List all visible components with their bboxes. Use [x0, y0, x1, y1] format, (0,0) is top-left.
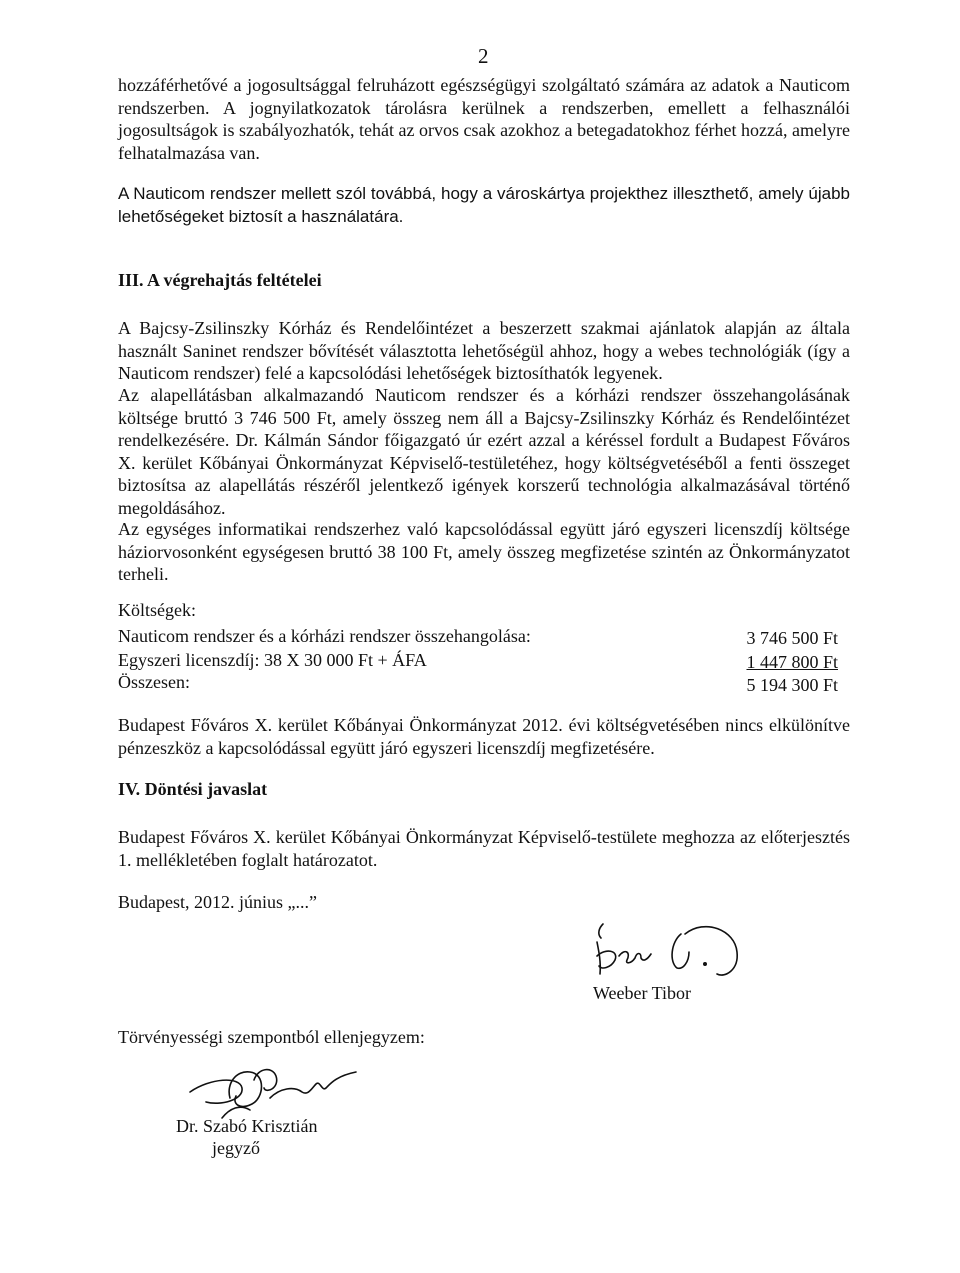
paragraph-decision: Budapest Főváros X. kerület Kőbányai Önkormányzat Képviselő-testülete meghozza az előterjesztés 1. mellékletében foglalt határozatot.: [118, 827, 850, 870]
cost-row-label: Egyszeri licenszdíj: 38 X 30 000 Ft + ÁFA: [118, 650, 427, 670]
cost-row-amount: 1 447 800 Ft: [746, 652, 838, 672]
paragraph-city-card: A Nauticom rendszer mellett szól továbbá, hogy a városkártya projekthez illeszthető, amely újabb lehetőségeket biztosít a használatára.: [118, 184, 850, 226]
section-heading-4: IV. Döntési javaslat: [118, 779, 268, 799]
signature-weeber: [585, 912, 755, 982]
section-heading-3: III. A végrehajtás feltételei: [118, 270, 322, 290]
countersign-title: jegyző: [212, 1138, 260, 1158]
paragraph-no-funds: Budapest Főváros X. kerület Kőbányai Önkormányzat 2012. évi költségvetésében nincs elkülönítve pénzeszköz a kapcsolódással együtt járó egyszeri licenszdíj megfizetésére.: [118, 715, 850, 758]
paragraph-costs-request: Az alapellátásban alkalmazandó Nauticom rendszer és a kórházi rendszer összehangolásának költsége bruttó 3 746 500 Ft, amely összeg nem áll a Bajcsy-Zsilinszky Kórház és Rendelőintézet rendelkezésére. Dr. Kálmán Sándor főigazgató úr ezért azzal a kéréssel fordult a Budapest Főváros X. kerület Kőbányai Önkormányzat Képviselő-testületéhez, hogy költségvetéséből a fenti összeget biztosítsa az alapellátás részéről jelentkező igények korszerű technológia alkalmazásával történő megoldásához.: [118, 385, 850, 518]
date-line: Budapest, 2012. június „...”: [118, 892, 317, 912]
costs-title: Költségek:: [118, 600, 196, 620]
cost-total-label: Összesen:: [118, 672, 190, 692]
countersign-label: Törvényességi szempontból ellenjegyzem:: [118, 1027, 425, 1047]
cost-total-amount: 5 194 300 Ft: [746, 675, 838, 695]
countersign-name: Dr. Szabó Krisztián: [176, 1116, 318, 1136]
paragraph-access: hozzáférhetővé a jogosultsággal felruházott egészségügyi szolgáltató számára az adatok a Nauticom rendszerben. A jognyilatkozatok tárolásra kerülnek a rendszerben, emellett a felhasználói jogosultságok is szabályozhatók, tehát az orvos csak azokhoz a betegadatokhoz férhet hozzá, amelyre felhatalmazása van.: [118, 75, 850, 163]
cost-row-label: Nauticom rendszer és a kórházi rendszer összehangolása:: [118, 626, 531, 646]
signer-name: Weeber Tibor: [593, 983, 692, 1003]
page-number: 2: [478, 44, 489, 68]
paragraph-saninet: A Bajcsy-Zsilinszky Kórház és Rendelőintézet a beszerzett szakmai ajánlatok alapján az általa használt Saninet rendszer bővítését választotta lehetőségül ahhoz, hogy a webes technológiák (így a Nauticom rendszer) felé a kapcsolódási lehetőségek biztosíthatók legyenek.: [118, 318, 850, 383]
paragraph-license-fee: Az egységes informatikai rendszerhez való kapcsolódással együtt járó egyszeri licenszdíj költsége háziorvosonként egységesen bruttó 38 100 Ft, amely összeg megfizetése szintén az Önkormányzatot terheli.: [118, 519, 850, 584]
cost-row-amount: 3 746 500 Ft: [746, 628, 838, 648]
